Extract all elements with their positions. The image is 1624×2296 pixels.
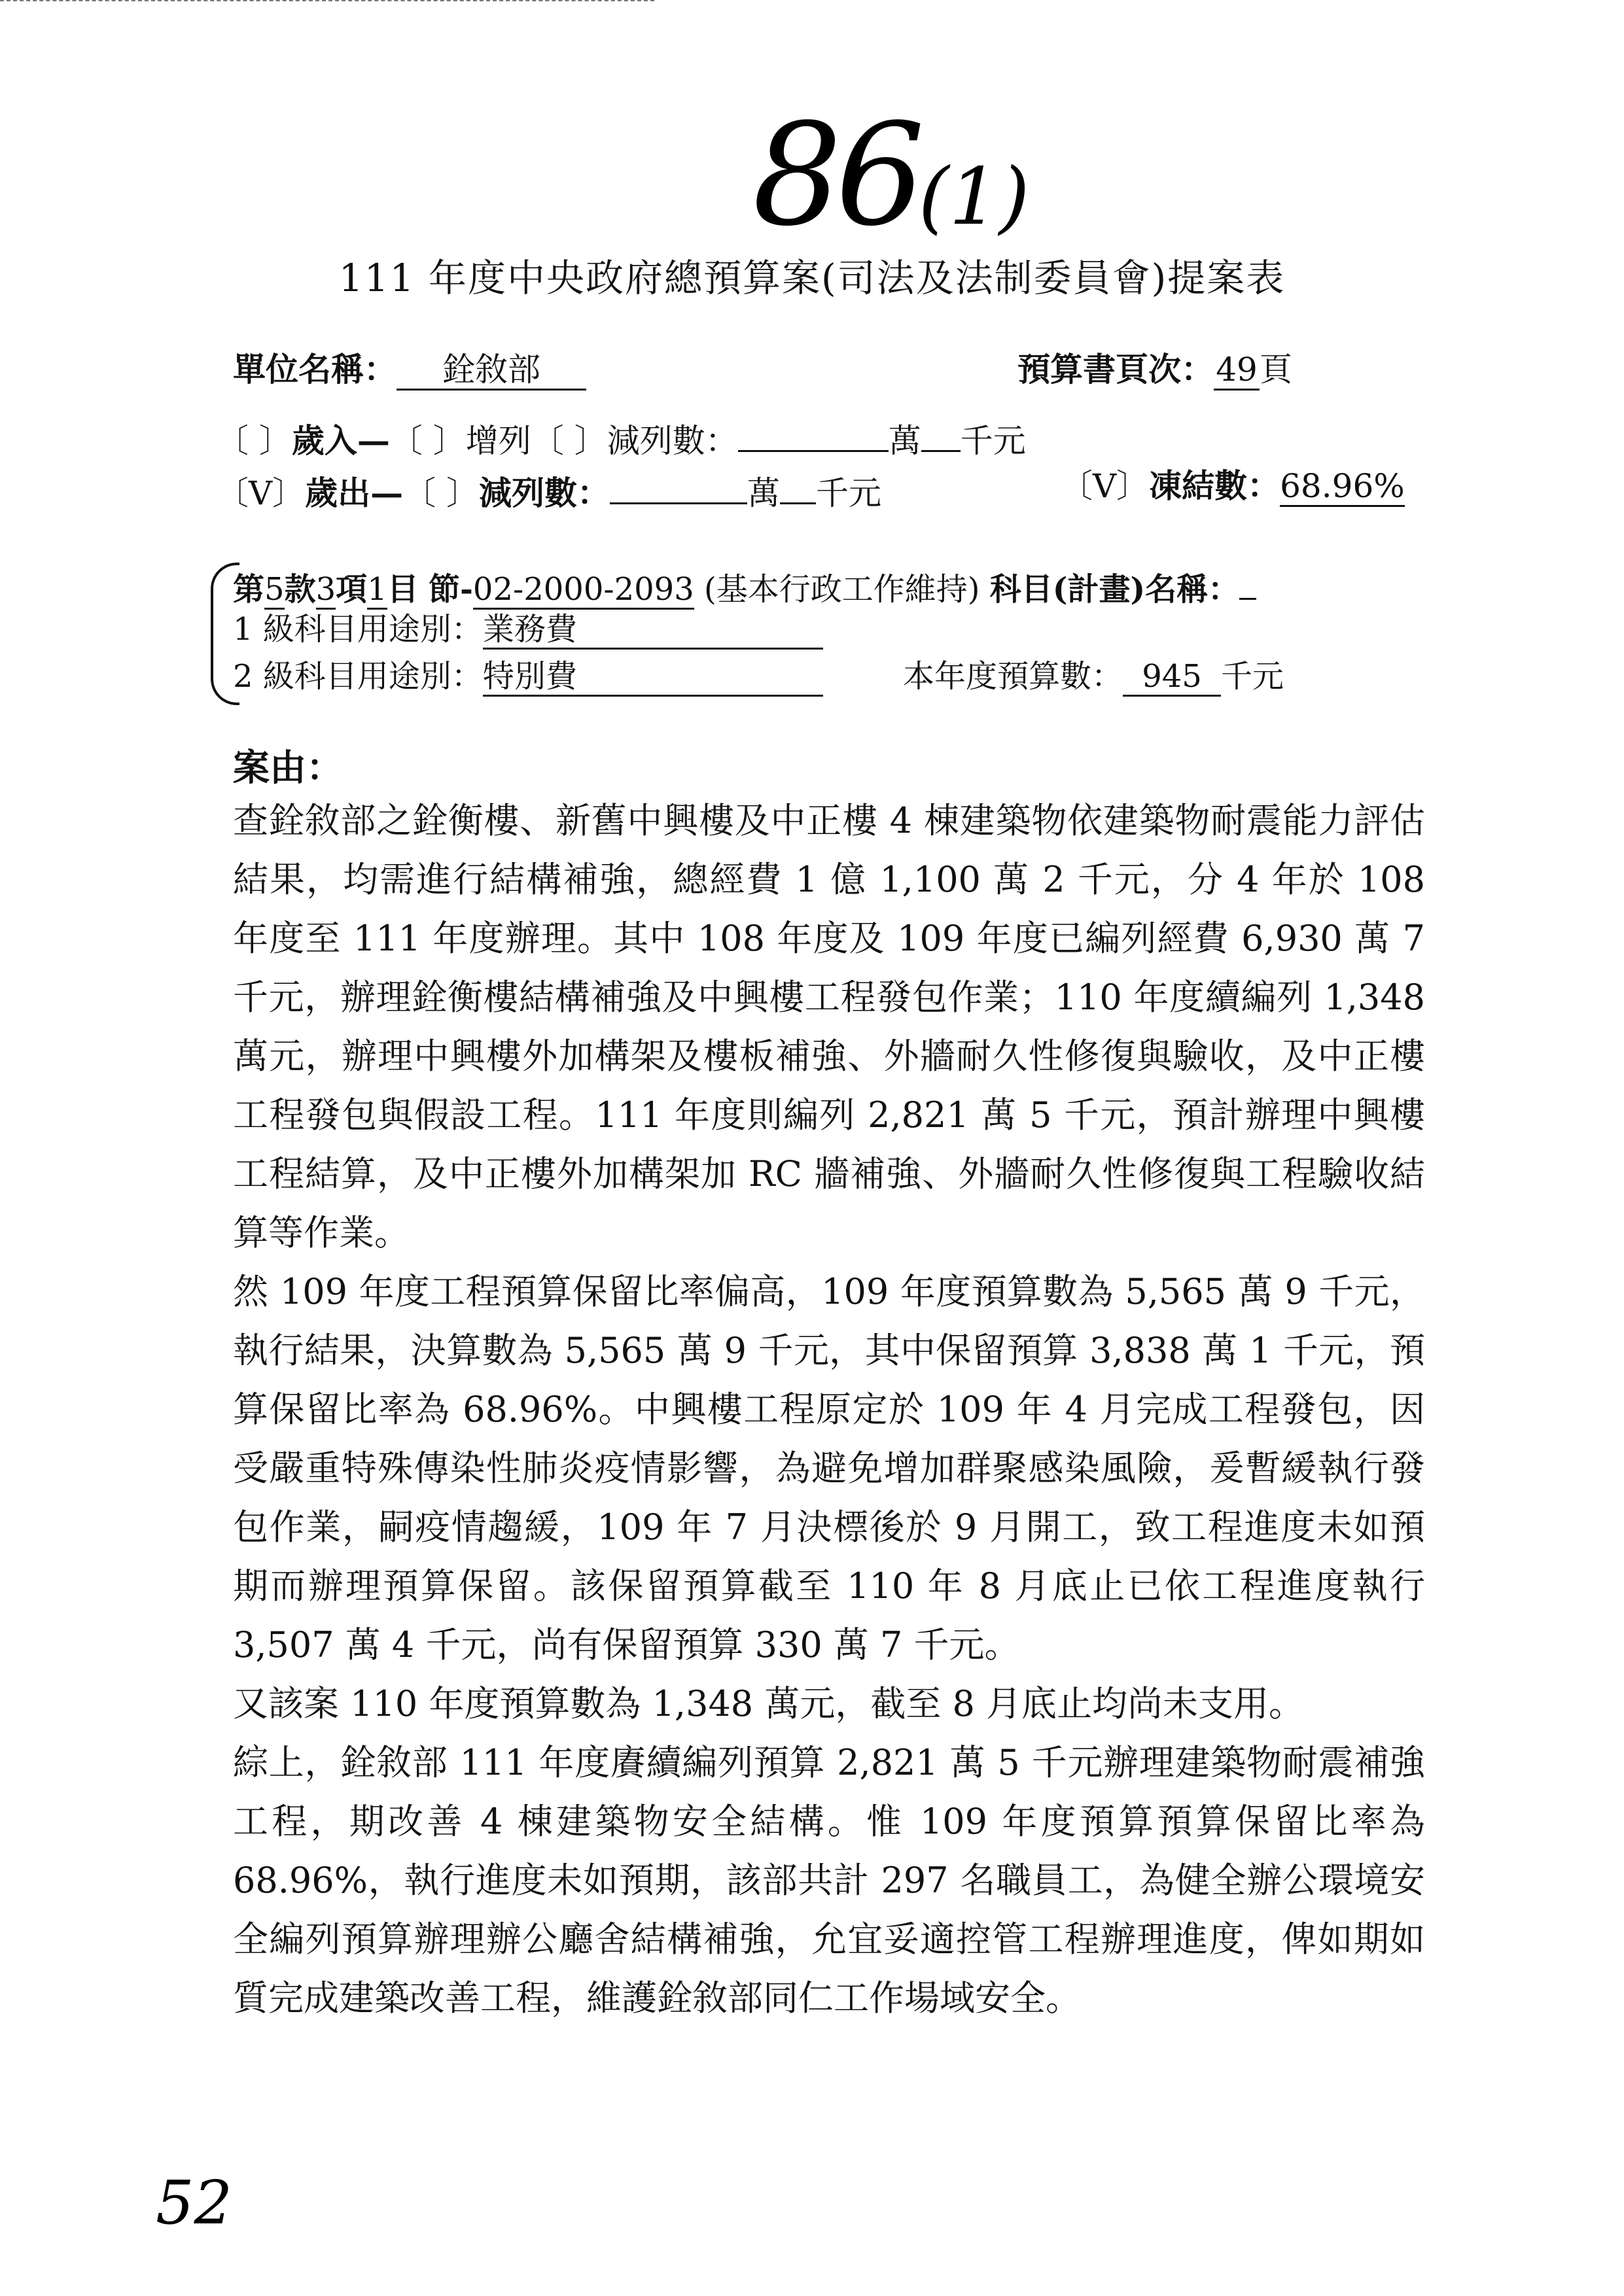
unit-value: 銓敘部 <box>397 353 586 391</box>
unit-name-row <box>233 350 586 391</box>
revenue-amount-blank <box>738 417 889 452</box>
level1-label: 1 級科目用途別： <box>233 611 483 648</box>
xiang-value: 3 <box>316 574 336 610</box>
item-code-row: 第5款3項1目 節-02-2000-2093 (基本行政工作維持) 科目(計畫)名稱： <box>233 566 1256 610</box>
subject-label: 科目(計畫)名稱： <box>989 571 1240 608</box>
expense-amount-blank <box>610 470 747 504</box>
annual-budget-row <box>903 658 1284 697</box>
expense-row <box>216 470 881 510</box>
reason-paragraph: 查銓敘部之銓衡樓、新舊中興樓及中正樓 4 棟建築物依建築物耐震能力評估結果，均需進行結構補強，總經費 1 億 1,100 萬 2 千元，分 4 年於 108 年度至 111 年度辦理。其中 108 年度及 109 年度已編列經費 6,930 萬 7 千元，辦理銓衡樓結構補強及中興樓工程發包作業；110 年度續編列 1,348 萬元，辦理中興樓外加構架及樓板補強、外牆耐久性修復與驗收，及中正樓工程發包與假設工程。111 年度則編列 2,821 萬 5 千元，預計辦理中興樓工程結算，及中正樓外加構架加 RC 牆補強、外牆耐久性修復與工程驗收結算等作業。 <box>233 800 1425 1253</box>
jie-description: (基本行政工作維持) <box>704 571 980 608</box>
reason-paragraph: 綜上，銓敘部 111 年度賡續編列預算 2,821 萬 5 千元辦理建築物耐震補強工程，期改善 4 棟建築物安全結構。惟 109 年度預算預算保留比率為 68.96%，執行進度未如預期，該部共計 297 名職員工，為健全辦公環境安全編列預算辦理辦公廳舍結構補強，允宜妥適控管工程辦理進度，俾如期如質完成建築改善工程，維護銓敘部同仁工作場域安全。 <box>233 1742 1425 2019</box>
revenue-decrease: 〔 〕減列數： <box>531 422 738 460</box>
handwritten-margin-note: 52 <box>156 2168 233 2238</box>
unit-label: 單位名稱： <box>233 350 397 389</box>
page-suffix: 頁 <box>1260 351 1292 389</box>
level1-value: 業務費 <box>483 614 823 650</box>
expense-wan: 萬 <box>747 474 781 512</box>
revenue-label: 歲入— <box>291 421 390 460</box>
revenue-wan: 萬 <box>888 422 921 460</box>
page-label: 預算書頁次： <box>1017 350 1214 389</box>
level2-label: 2 級科目用途別： <box>233 658 483 695</box>
revenue-qian-blank <box>921 417 961 452</box>
reason-paragraph: 然 109 年度工程預算保留比率偏高，109 年度預算數為 5,565 萬 9 千元，執行結果，決算數為 5,565 萬 9 千元，其中保留預算 3,838 萬 1 千元，預算保留比率為 68.96%。中興樓工程原定於 109 年 4 月完成工程發包，因受嚴重特殊傳染性肺炎疫情影響，為避免增加群聚感染風險，爰暫緩執行發包作業，嗣疫情趨緩，109 年 7 月決標後於 9 月開工，致工程進度未如預期而辦理預算保留。該保留預算截至 110 年 8 月底止已依工程進度執行 3,507 萬 4 千元，尚有保留預算 330 萬 7 千元。 <box>233 1271 1425 1665</box>
revenue-row <box>216 417 1026 460</box>
mu-value: 1 <box>367 574 387 610</box>
freeze-checkbox: 〔V〕 <box>1060 467 1150 505</box>
freeze-value: 68.96% <box>1280 470 1405 507</box>
expense-qian: 千元 <box>816 474 882 512</box>
expense-qian-blank <box>780 470 816 504</box>
budget-label: 本年度預算數： <box>903 658 1123 695</box>
revenue-qian: 千元 <box>960 422 1026 460</box>
expense-decrease-box: 〔 〕 <box>403 474 480 512</box>
kuan-value: 5 <box>264 574 285 610</box>
reason-title: 案由： <box>233 746 343 790</box>
expense-checkbox: 〔V〕 <box>216 474 306 512</box>
reason-paragraph: 又該案 110 年度預算數為 1,348 萬元，截至 8 月底止均尚未支用。 <box>233 1683 1305 1724</box>
freeze-label: 凍結數： <box>1149 466 1280 505</box>
level1-row <box>233 611 823 650</box>
reason-body <box>233 791 1425 2028</box>
level2-value: 特別費 <box>483 661 823 697</box>
page-title: 111 年度中央政府總預算案(司法及法制委員會)提案表 <box>338 256 1286 300</box>
budget-unit: 千元 <box>1221 658 1284 695</box>
revenue-checkbox: 〔 〕 <box>216 422 292 460</box>
scan-edge-line <box>0 0 654 4</box>
subject-blank <box>1239 566 1256 600</box>
handwritten-page-number: 86(1) <box>752 93 1030 257</box>
revenue-increase: 〔 〕增列 <box>389 422 531 460</box>
freeze-row <box>1060 466 1405 507</box>
budget-page-row <box>1017 350 1292 391</box>
expense-decrease: 減列數： <box>479 474 610 512</box>
jie-code: 02-2000-2093 <box>473 574 694 610</box>
expense-label: 歲出— <box>305 474 404 512</box>
budget-value: 945 <box>1123 661 1221 697</box>
page-value: 49 <box>1214 353 1260 391</box>
level2-row <box>233 658 823 697</box>
